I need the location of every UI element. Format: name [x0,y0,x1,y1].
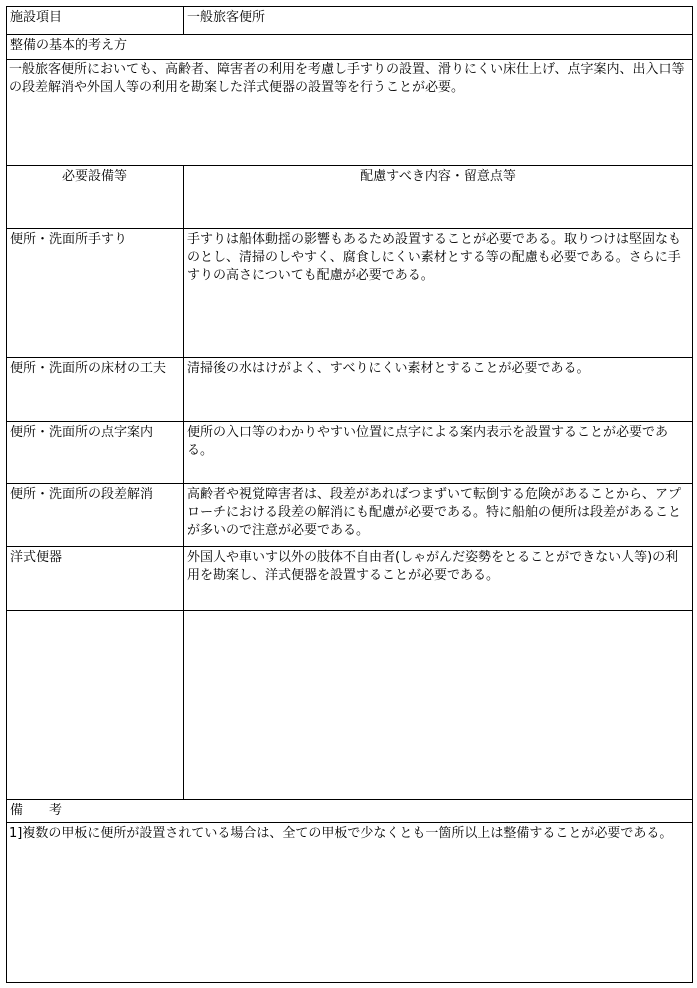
rule-left [6,6,7,983]
concept-heading: 整備の基本的考え方 [10,38,128,53]
row-item-braille: 便所・洗面所の点字案内 [10,425,154,440]
row-note-braille: 便所の入口等のわかりやすい位置に点字による案内表示を設置することが必要である。 [187,425,669,458]
rule-header-bottom [6,34,693,35]
row-note-step: 高齢者や視覚障害者は、段差があればつまずいて転倒する危険があることから、アプローチにおける段差の解消にも配慮が必要である。特に船舶の便所は段差があることが多いので注意が必要である。 [187,487,682,538]
rule-col-header-bottom [6,228,693,229]
rule-top [6,6,693,7]
row-item-western-toilet: 洋式便器 [10,550,63,565]
rule-concept-bottom [6,165,693,166]
rule-row3-bottom [6,483,693,484]
col-header-considerations: 配慮すべき内容・留意点等 [360,169,516,184]
col-header-equipment: 必要設備等 [61,169,127,184]
rule-right [692,6,693,983]
concept-body: 一般旅客便所においても、高齢者、障害者の利用を考慮し手すりの設置、滑りにくい床仕上げ、点字案内、出入口等の段差解消や外国人等の利用を勘案した洋式便器の設置等を行うことが必要。 [9,62,685,95]
row-note-western-toilet: 外国人や車いす以外の肢体不自由者(しゃがんだ姿勢をとることができない人等)の利用を勘案し、洋式便器を設置することが必要である。 [187,550,679,583]
rule-row2-bottom [6,421,693,422]
rule-remarks-heading-bottom [6,822,693,823]
facility-label: 施設項目 [10,10,63,25]
rule-table-divider [183,165,184,800]
row-item-handrail: 便所・洗面所手すり [10,232,128,247]
rule-row1-bottom [6,357,693,358]
remarks-body: 1]複数の甲板に便所が設置されている場合は、全ての甲板で少なくとも一箇所以上は整備することが必要である。 [9,826,673,841]
row-note-floor: 清掃後の水はけがよく、すべりにくい素材とすることが必要である。 [187,361,590,376]
row-item-floor: 便所・洗面所の床材の工夫 [10,361,167,376]
row-note-handrail: 手すりは船体動揺の影響もあるため設置することが必要である。取りつけは堅固なものとし、清掃のしやすく、腐食しにくい素材とする等の配慮も必要である。さらに手すりの高さについても配慮が必要である。 [187,232,682,283]
rule-empty-row-bottom [6,799,693,800]
rule-row5-bottom [6,610,693,611]
rule-header-divider [183,6,184,35]
remarks-heading: 備 考 [10,803,63,818]
row-item-step: 便所・洗面所の段差解消 [10,487,154,502]
rule-concept-heading-bottom [6,59,693,60]
rule-row4-bottom [6,546,693,547]
facility-value: 一般旅客便所 [187,10,266,25]
rule-bottom [6,982,693,983]
